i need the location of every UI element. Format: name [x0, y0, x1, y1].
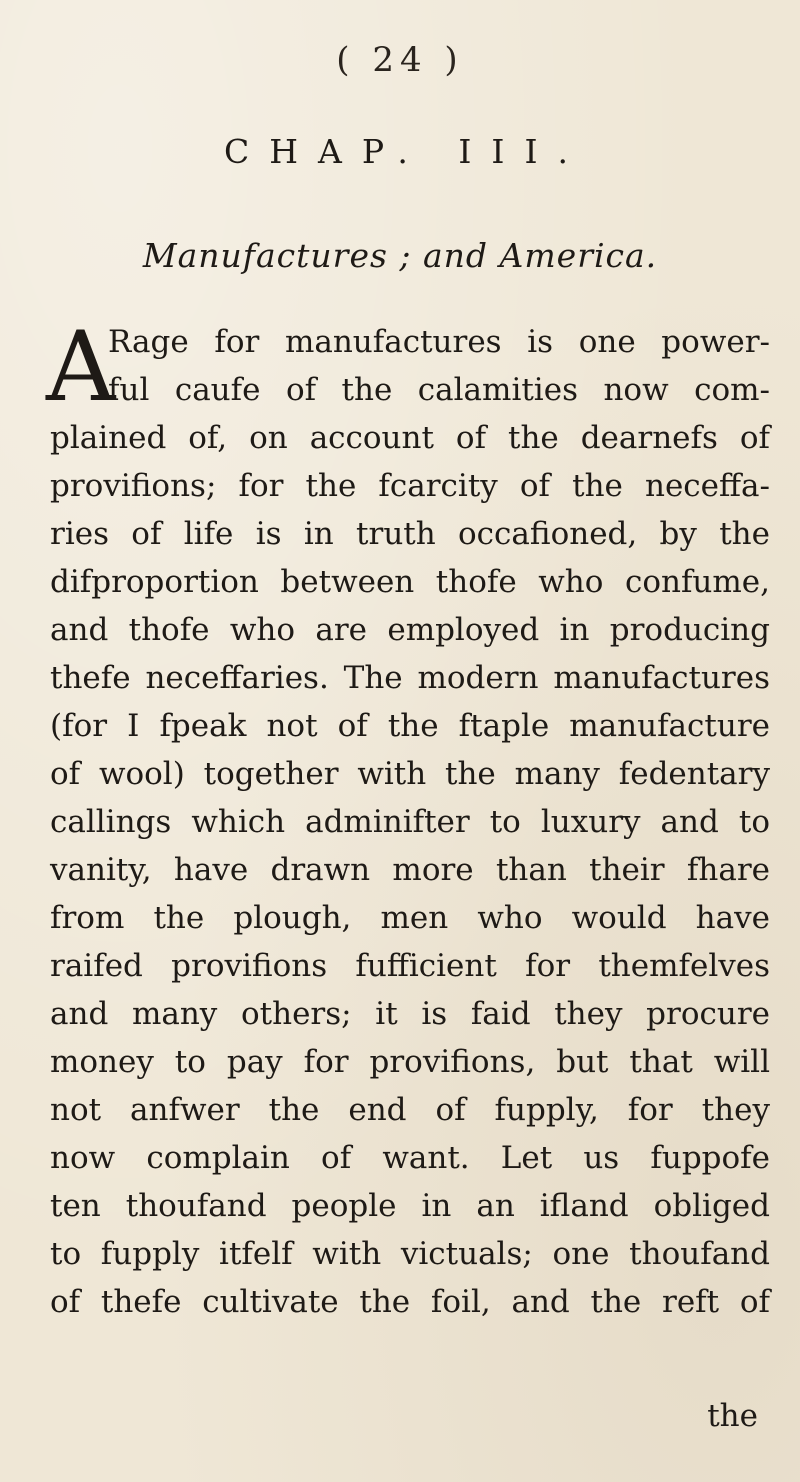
text-line: raifed provifions fufficient for themfelves: [50, 948, 770, 984]
text-line: plained of, on account of the dearnefs of: [50, 420, 770, 456]
text-line: vanity, have drawn more than their fhare: [50, 852, 770, 888]
text-line: money to pay for provifions, but that will: [50, 1044, 770, 1080]
text-line: ful caufe of the calamities now com-: [108, 372, 770, 408]
text-line: from the plough, men who would have: [50, 900, 770, 936]
text-line: now complain of want. Let us fuppofe: [50, 1140, 770, 1176]
text-line: and thofe who are employed in producing: [50, 612, 770, 648]
text-line: difproportion between thofe who confume,: [50, 564, 770, 600]
text-line: thefe neceffaries. The modern manufactures: [50, 660, 770, 696]
page-number: ( 24 ): [336, 40, 464, 80]
body-text: [46, 311, 770, 1326]
text-line: provifions; for the fcarcity of the neceffa-: [50, 468, 770, 504]
chapter-subtitle: Manufactures ; and America.: [142, 236, 658, 275]
text-line: (for I fpeak not of the ftaple manufacture: [50, 708, 770, 744]
text-line: of thefe cultivate the foil, and the reft of: [50, 1284, 770, 1320]
text-line: of wool) together with the many fedentary: [50, 756, 770, 792]
catchword: the: [707, 1398, 758, 1434]
text-line: ten thoufand people in an ifland obliged: [50, 1188, 770, 1224]
text-line: and many others; it is faid they procure: [50, 996, 770, 1032]
text-line: Rage for manufactures is one power-: [108, 324, 770, 360]
text-line: callings which adminifter to luxury and to: [50, 804, 770, 840]
drop-cap: A: [46, 311, 116, 423]
text-line: to fupply itfelf with victuals; one thoufand: [50, 1236, 770, 1272]
chapter-title: CHAP. III.: [224, 132, 588, 171]
text-line: not anfwer the end of fupply, for they: [50, 1092, 770, 1128]
text-line: ries of life is in truth occafioned, by the: [50, 516, 770, 552]
